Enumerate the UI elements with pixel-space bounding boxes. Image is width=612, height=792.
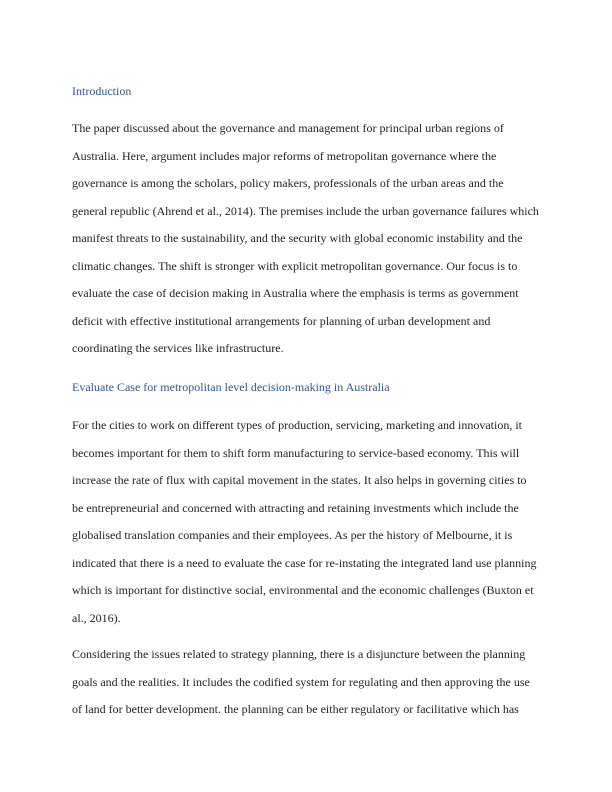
text-line: evaluate the case of decision making in Australia where the emphasis is terms as government — [72, 286, 519, 300]
text-line: For the cities to work on different types of production, servicing, marketing and innovation, it — [72, 418, 523, 432]
text-line: climatic changes. The shift is stronger with explicit metropolitan governance. Our focus is to — [72, 258, 518, 273]
heading-evaluate-case: Evaluate Case for metropolitan level decision-making in Australia — [72, 380, 390, 394]
text-line: goals and the realities. It includes the codified system for regulating and then approving the use — [72, 674, 530, 689]
text-line: globalised translation companies and their employees. As per the history of Melbourne, it is — [72, 528, 513, 542]
paragraph-evaluate-case — [72, 418, 546, 638]
text-line: Considering the issues related to strategy planning, there is a disjuncture between the planning — [72, 647, 526, 661]
text-line: of land for better development. the planning can be either regulatory or facilitative which has — [72, 702, 519, 716]
text-line: governance is among the scholars, policy makers, professionals of the urban areas and the — [72, 176, 504, 190]
text-line: coordinating the services like infrastructure. — [72, 341, 284, 355]
text-line: be entrepreneurial and concerned with attracting and retaining investments which include the — [72, 500, 519, 515]
text-line: becomes important for them to shift form manufacturing to service-based economy. This will — [72, 445, 520, 460]
text-line: which is important for distinctive social, environmental and the economic challenges (Buxton et — [72, 583, 534, 597]
text-line: Australia. Here, argument includes major reforms of metropolitan governance where the — [72, 148, 497, 163]
text-line: The paper discussed about the governance and management for principal urban regions of — [72, 121, 504, 135]
paragraph-strategy-planning — [72, 647, 546, 730]
text-line: al., 2016). — [72, 610, 121, 625]
paragraph-introduction — [72, 121, 546, 369]
text-line: deficit with effective institutional arrangements for planning of urban development and — [72, 313, 491, 328]
heading-introduction: Introduction — [72, 84, 132, 98]
text-line: indicated that there is a need to evaluate the case for re-instating the integrated land use planning — [72, 555, 537, 570]
text-line: manifest threats to the sustainability, and the security with global economic instability and the — [72, 231, 523, 245]
text-line: increase the rate of flux with capital movement in the states. It also helps in governing cities to — [72, 473, 527, 487]
text-line: general republic (Ahrend et al., 2014). The premises include the urban governance failures which — [72, 203, 539, 218]
